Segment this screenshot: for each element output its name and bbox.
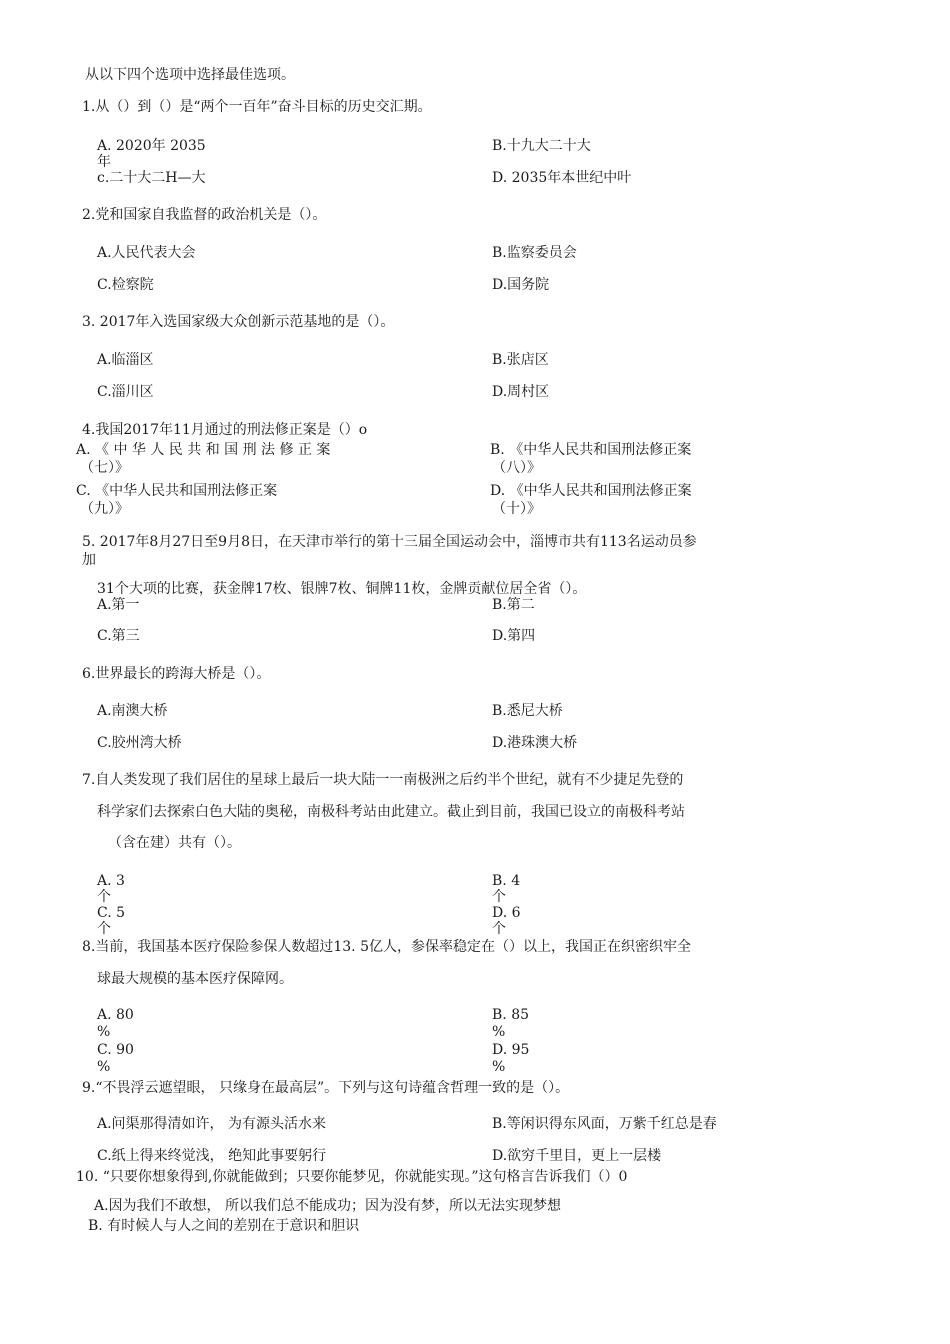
question-4-option-a[interactable]: A. 《 中 华 人 民 共 和 国 刑 法 修 正 案 [76, 442, 331, 458]
question-4-option-a-cont: （七）》 [80, 460, 129, 476]
question-8-stem-line-1: 8.当前，我国基本医疗保险参保人数超过13. 5亿人，参保率稳定在（）以上，我国正在织密织牢全 [82, 939, 691, 955]
question-1-option-a-cont: 年 [97, 154, 111, 170]
question-7-stem-line-2: 科学家们去探索白色大陆的奥秘，南极科考站由此建立。截止到目前，我国已设立的南极科考站 [97, 804, 685, 820]
instruction-text: 从以下四个选项中选择最佳选项。 [85, 67, 295, 83]
question-8-option-c-cont: % [97, 1059, 111, 1075]
question-2-stem: 2.党和国家自我监督的政治机关是（）。 [82, 207, 327, 223]
question-6-stem: 6.世界最长的跨海大桥是（）。 [82, 666, 271, 682]
question-2-option-a[interactable]: A.人民代表大会 [97, 245, 196, 261]
question-6-option-d[interactable]: D.港珠澳大桥 [492, 735, 578, 751]
question-2-option-b[interactable]: B.监察委员会 [492, 245, 577, 261]
question-5-option-c[interactable]: C.第三 [97, 628, 140, 644]
question-7-option-b[interactable]: B. 4 [492, 873, 521, 889]
question-7-option-d-cont: 个 [492, 921, 506, 937]
question-5-option-a[interactable]: A.第一 [97, 597, 140, 613]
question-3-option-c[interactable]: C.淄川区 [97, 384, 154, 400]
question-5-stem-line-3: 31个大项的比赛，获金牌17枚、银牌7枚、铜牌11枚，金牌贡献位居全省（）。 [97, 581, 587, 597]
question-9-stem: 9.“不畏浮云遮望眼， 只缘身在最高层”。下列与这句诗蕴含哲理一致的是（）。 [82, 1080, 570, 1096]
question-10-stem: 10. “只要你想象得到,你就能做到；只要你能梦见，你就能实现。”这句格言告诉我们（）0 [76, 1169, 628, 1185]
question-4-option-c[interactable]: C. 《中华人民共和国刑法修正案 [76, 483, 278, 499]
question-7-option-a[interactable]: A. 3 [97, 873, 125, 889]
question-7-option-d[interactable]: D. 6 [492, 905, 521, 921]
question-3-stem: 3. 2017年入选国家级大众创新示范基地的是（）。 [82, 314, 395, 330]
question-8-option-d-cont: % [492, 1059, 506, 1075]
question-10-option-b[interactable]: B. 有时候人与人之间的差别在于意识和胆识 [88, 1218, 360, 1234]
question-5-stem-line-1: 5. 2017年8月27日至9月8日，在天津市举行的第十三届全国运动会中，淄博市共有113名运动员参 [82, 534, 697, 550]
question-4-stem: 4.我国2017年11月通过的刑法修正案是（）o [82, 422, 368, 438]
question-7-stem-line-1: 7.自人类发现了我们居住的星球上最后一块大陆一一南极洲之后约半个世纪，就有不少捷足先登的 [82, 772, 684, 788]
question-8-option-a[interactable]: A. 80 [97, 1007, 134, 1023]
question-9-option-b[interactable]: B.等闲识得东风面，万紫千红总是春 [492, 1116, 717, 1132]
question-3-option-b[interactable]: B.张店区 [492, 352, 549, 368]
question-4-option-b-cont: （八）》 [492, 460, 541, 476]
question-1-stem: 1.从（）到（）是“两个一百年”奋斗目标的历史交汇期。 [82, 99, 432, 115]
question-6-option-b[interactable]: B.悉尼大桥 [492, 703, 563, 719]
question-7-option-c[interactable]: C. 5 [97, 905, 126, 921]
question-4-option-c-cont: （九）》 [80, 501, 129, 517]
question-8-option-a-cont: % [97, 1024, 111, 1040]
question-7-option-b-cont: 个 [492, 889, 506, 905]
question-3-option-a[interactable]: A.临淄区 [97, 352, 154, 368]
question-4-option-d[interactable]: D. 《中华人民共和国刑法修正案 [490, 483, 692, 499]
question-9-option-d[interactable]: D.欲穷千里目，更上一层楼 [492, 1148, 662, 1164]
question-4-option-d-cont: （十）》 [492, 501, 541, 517]
question-5-option-b[interactable]: B.第二 [492, 597, 535, 613]
question-1-option-d[interactable]: D. 2035年本世纪中叶 [492, 170, 632, 186]
question-2-option-d[interactable]: D.国务院 [492, 277, 550, 293]
question-8-stem-line-2: 球最大规模的基本医疗保障网。 [97, 971, 293, 987]
question-2-option-c[interactable]: C.检察院 [97, 277, 154, 293]
question-8-option-b[interactable]: B. 85 [492, 1007, 530, 1023]
question-7-stem-line-3: （含在建）共有（）。 [108, 835, 241, 851]
question-8-option-c[interactable]: C. 90 [97, 1042, 134, 1058]
question-10-option-a[interactable]: A.因为我们不敢想， 所以我们总不能成功；因为没有梦，所以无法实现梦想 [94, 1198, 562, 1214]
question-1-option-a[interactable]: A. 2020年 2035 [97, 138, 206, 154]
question-1-option-b[interactable]: B.十九大二十大 [492, 138, 591, 154]
question-1-option-c[interactable]: c.二十大二H—大 [97, 170, 206, 186]
question-8-option-d[interactable]: D. 95 [492, 1042, 530, 1058]
question-7-option-c-cont: 个 [97, 921, 111, 937]
question-6-option-c[interactable]: C.胶州湾大桥 [97, 735, 182, 751]
question-9-option-c[interactable]: C.纸上得来终觉浅， 绝知此事要躬行 [97, 1148, 327, 1164]
question-3-option-d[interactable]: D.周村区 [492, 384, 550, 400]
question-5-stem-line-2: 加 [82, 552, 96, 568]
question-4-option-b[interactable]: B. 《中华人民共和国刑法修正案 [490, 442, 692, 458]
question-7-option-a-cont: 个 [97, 889, 111, 905]
question-6-option-a[interactable]: A.南澳大桥 [97, 703, 168, 719]
question-5-option-d[interactable]: D.第四 [492, 628, 536, 644]
question-8-option-b-cont: % [492, 1024, 506, 1040]
question-9-option-a[interactable]: A.问渠那得清如许， 为有源头活水来 [97, 1116, 327, 1132]
